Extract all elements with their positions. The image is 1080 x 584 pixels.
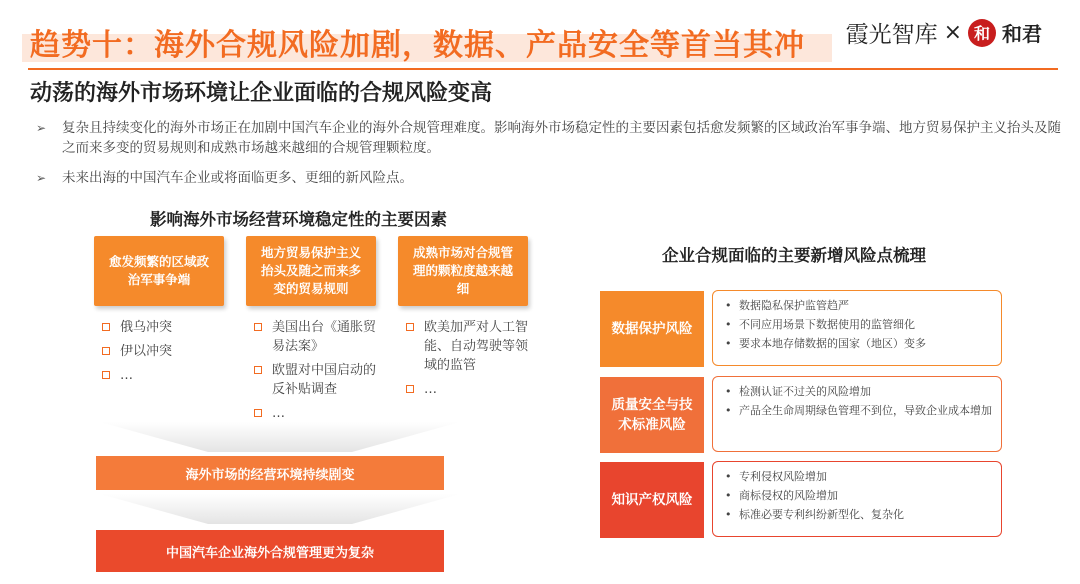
list-item: • 不同应用场景下数据使用的监管细化 [725, 318, 915, 331]
square-bullet-icon [102, 371, 110, 379]
arrow-bullet-icon: ➢ [36, 171, 47, 185]
dot-bullet-icon: • [725, 470, 732, 483]
list-item: 伊以冲突 [102, 342, 222, 361]
square-bullet-icon [254, 366, 262, 374]
conclusion-bar: 中国汽车企业海外合规管理更为复杂 [96, 530, 444, 572]
dot-bullet-icon: • [725, 385, 732, 398]
partner-name: 和君 [1002, 22, 1042, 46]
bullet-text: 未来出海的中国汽车企业或将面临更多、更细的新风险点。 [62, 170, 413, 186]
dot-bullet-icon: • [725, 337, 732, 350]
factor-example-list [102, 318, 222, 390]
risks-heading: 企业合规面临的主要新增风险点梳理 [662, 246, 926, 265]
square-bullet-icon [254, 409, 262, 417]
factor-example-list [254, 318, 382, 428]
list-item: • 数据隐私保护监管趋严 [725, 299, 849, 312]
list-item: • 标准必要专利纠纷新型化、复杂化 [725, 508, 904, 521]
dot-bullet-icon: • [725, 489, 732, 502]
list-item: … [102, 366, 222, 385]
arrow-bullet-icon: ➢ [36, 121, 47, 135]
section-subtitle: 动荡的海外市场环境让企业面临的合规风险变高 [30, 81, 493, 106]
page-title: 趋势十：海外合规风险加剧，数据、产品安全等首当其冲 [30, 28, 805, 63]
dot-bullet-icon: • [725, 318, 732, 331]
factors-heading: 影响海外市场经营环境稳定性的主要因素 [150, 210, 447, 229]
square-bullet-icon [102, 347, 110, 355]
list-item: 欧美加严对人工智能、自动驾驶等领域的监管 [406, 318, 534, 375]
list-item: 美国出台《通胀贸易法案》 [254, 318, 382, 356]
list-item: … [254, 404, 382, 423]
square-bullet-icon [406, 323, 414, 331]
factor-box: 愈发频繁的区域政治军事争端 [94, 236, 224, 306]
list-item: • 产品全生命周期绿色管理不到位，导致企业成本增加 [725, 404, 992, 417]
brand-logo [846, 16, 1042, 49]
square-bullet-icon [254, 323, 262, 331]
brand-separator: × [943, 20, 962, 45]
risk-card [712, 376, 1002, 452]
square-bullet-icon [102, 323, 110, 331]
list-item: … [406, 380, 534, 399]
factor-box: 成熟市场对合规管理的颗粒度越来越细 [398, 236, 528, 306]
funnel-arrow [100, 494, 460, 524]
brand-name: 霞光智库 [845, 22, 938, 48]
dot-bullet-icon: • [725, 508, 732, 521]
funnel-arrow [100, 422, 460, 452]
factor-example-list [406, 318, 534, 404]
list-item: • 要求本地存储数据的国家（地区）变多 [725, 337, 926, 350]
dot-bullet-icon: • [725, 404, 732, 417]
list-item: • 检测认证不过关的风险增加 [725, 385, 871, 398]
result-bar: 海外市场的经营环境持续剧变 [96, 456, 444, 490]
risk-label: 数据保护风险 [600, 291, 704, 367]
list-item: • 专利侵权风险增加 [725, 470, 827, 483]
header-divider [28, 68, 1058, 70]
risk-card [712, 290, 1002, 366]
square-bullet-icon [406, 385, 414, 393]
dot-bullet-icon: • [725, 299, 732, 312]
risk-label: 质量安全与技术标准风险 [600, 377, 704, 453]
bullet-text: 复杂且持续变化的海外市场正在加剧中国汽车企业的海外合规管理难度。影响海外市场稳定性的主要因素包括愈发频繁的区域政治军事争端、地方贸易保护主义抬头及随之而来多变的贸易规则和成熟市场越来越细的合规管理颗粒度。 [62, 120, 1061, 156]
risk-label: 知识产权风险 [600, 462, 704, 538]
list-item: 俄乌冲突 [102, 318, 222, 337]
list-item: • 商标侵权的风险增加 [725, 489, 838, 502]
risk-card [712, 461, 1002, 537]
list-item: 欧盟对中国启动的反补贴调查 [254, 361, 382, 399]
seal-icon: 和 [968, 19, 996, 47]
factor-box: 地方贸易保护主义抬头及随之而来多变的贸易规则 [246, 236, 376, 306]
